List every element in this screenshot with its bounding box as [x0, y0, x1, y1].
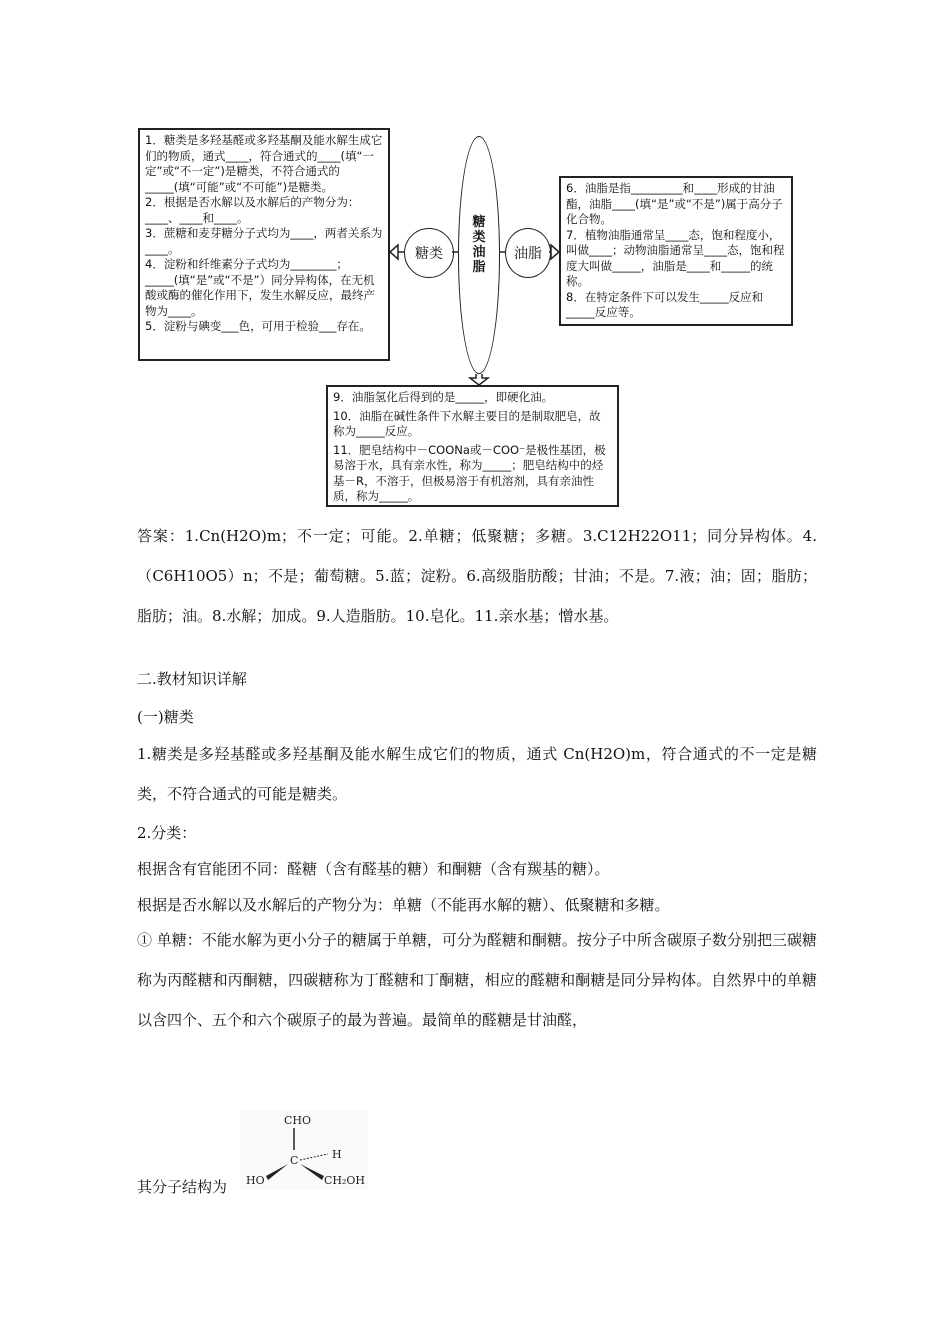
arrow-to-sugar-box [390, 245, 404, 259]
monosaccharide-paragraph: ① 单糖：不能水解为更小分子的糖属于单糖，可分为醛糖和酮糖。按分子中所含碳原子数分别把三碳糖称为丙醛糖和丙酮糖，四碳糖称为丁醛糖和丁酮糖，相应的醛糖和酮糖是同分异构体。自然界中的单糖以含四个、五个和六个碳原子的最为普遍。最简单的醛糖是甘油醛， [137, 931, 817, 1029]
section-title: 二.教材知识详解 [137, 670, 247, 688]
mol-bottom-right: CH₂OH [324, 1174, 366, 1187]
question-3: 3．蔗糖和麦芽糖分子式均为____，两者关系为____。 [145, 226, 383, 256]
sugar-node [404, 228, 454, 278]
question-6: 6．油脂是指_________和____形成的甘油酯，油脂____(填“是”或“不是”)属于高分子化合物。 [566, 181, 783, 226]
fat-reaction-box [326, 385, 619, 507]
item-1: 1.糖类是多羟基醛或多羟基酮及能水解生成它们的物质，通式 Cn(H2O)m，符合通式的不一定是糖类，不符合通式的可能是糖类。 [137, 745, 817, 803]
glyceraldehyde-structure [240, 1110, 368, 1190]
mol-left: HO [246, 1174, 265, 1187]
question-7: 7．植物油脂通常呈____态，饱和程度小，叫做____；动物油脂通常呈____态，饱和程度大叫做_____，油脂是____和_____的统称。 [566, 227, 785, 288]
center-label: 糖类 油脂 [472, 215, 486, 275]
fat-node [505, 228, 551, 278]
classify-by-group: 根据含有官能团不同：醛糖（含有醛基的糖）和酮糖（含有羰基的糖）。 [137, 860, 610, 878]
structure-label: 其分子结构为 [137, 1178, 228, 1196]
question-9: 9．油脂氢化后得到的是_____，即硬化油。 [333, 390, 554, 404]
sugar-question-box [138, 128, 390, 361]
mol-top: CHO [284, 1114, 312, 1127]
question-8: 8．在特定条件下可以发生_____反应和_____反应等。 [566, 289, 764, 319]
answers-paragraph: 答案：1.Cn(H2O)m；不一定；可能。2.单糖；低聚糖；多糖。3.C12H22O11；同分异构体。4.（C6H10O5）n；不是；葡萄糖。5.蓝；淀粉。6.高级脂肪酸；甘油；不是。7.液；油；固；脂肪；脂肪；油。8.水解；加成。9.人造脂肪。10.皂化。11.亲水基；憎水基。 [137, 527, 817, 625]
question-1: 1．糖类是多羟基醛或多羟基酮及能水解生成它们的物质，通式____，符合通式的____(填“一定”或“不一定”)是糖类，不符合通式的_____(填“可能”或“不可能”)是糖类。 [145, 133, 383, 194]
fat-question-box [559, 176, 793, 326]
question-4: 4．淀粉和纤维素分子式均为________；_____(填“是”或“不是”）同分异构体，在无机酸或酶的催化作用下，发生水解反应，最终产物为____。 [145, 257, 375, 318]
classify-by-hydrolysis: 根据是否水解以及水解后的产物分为：单糖（不能再水解的糖）、低聚糖和多糖。 [137, 896, 670, 914]
question-11: 11．肥皂结构中－COONa或－COO⁻是极性基团，极易溶于水，具有亲水性，称为_____；肥皂结构中的烃基－R，不溶于，但极易溶于有机溶剂，具有亲油性质，称为_____。 [333, 442, 606, 503]
fat-node-label: 油脂 [514, 246, 542, 262]
question-10: 10．油脂在碱性条件下水解主要目的是制取肥皂，故称为_____反应。 [333, 408, 601, 438]
mol-center: C [290, 1154, 299, 1167]
sugar-node-label: 糖类 [415, 246, 443, 262]
item-2: 2.分类： [137, 824, 197, 842]
subsection-title: (一)糖类 [137, 708, 194, 726]
question-5: 5．淀粉与碘变___色，可用于检验___存在。 [145, 319, 371, 333]
mol-right: H [332, 1148, 342, 1161]
question-2: 2．根据是否水解以及水解后的产物分为：____、____和____。 [145, 195, 360, 225]
arrow-to-bottom-box [470, 374, 488, 385]
